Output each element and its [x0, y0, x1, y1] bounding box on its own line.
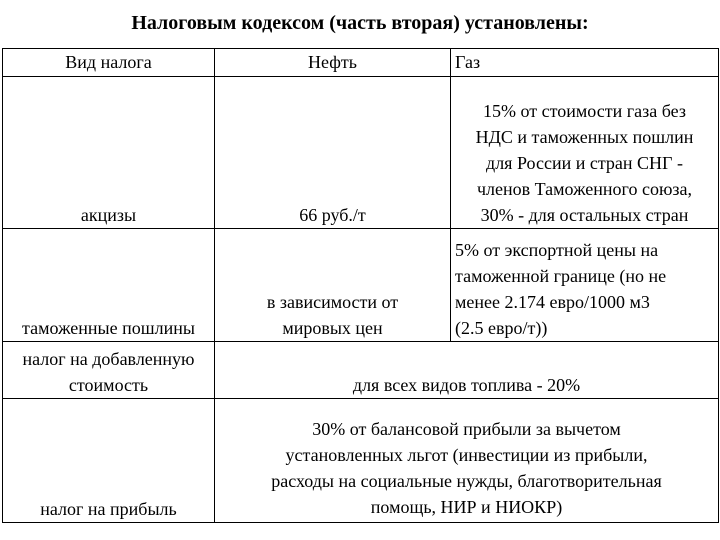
excise-gas-line: 15% от стоимости газа без — [483, 101, 686, 121]
profit-value-line: 30% от балансовой прибыли за вычетом — [312, 419, 621, 439]
profit-value — [215, 399, 719, 523]
customs-oil-value — [215, 229, 451, 342]
profit-value-line: установленных льгот (инвестиции из прибыли, — [285, 445, 648, 465]
excise-gas-line: НДС и таможенных пошлин — [475, 127, 694, 147]
excise-gas-value — [451, 77, 719, 229]
header-oil: Нефть — [215, 49, 451, 77]
customs-oil-line: в зависимости от — [266, 292, 399, 312]
customs-oil-line: мировых цен — [282, 318, 383, 338]
header-gas: Газ — [451, 49, 719, 77]
excise-gas-line: для России и стран СНГ - — [486, 153, 683, 173]
table-row-profit — [3, 399, 719, 523]
customs-label: таможенные пошлины — [3, 229, 215, 342]
vat-label-line: налог на добавленную — [22, 349, 195, 369]
excise-gas-line: членов Таможенного союза, — [476, 179, 693, 199]
vat-value: для всех видов топлива - 20% — [215, 342, 719, 399]
table-header-row — [3, 49, 719, 77]
table-row-excise — [3, 77, 719, 229]
customs-gas-value — [451, 229, 719, 342]
excise-gas-line: 30% - для остальных стран — [480, 205, 689, 225]
customs-gas-line: (2.5 евро/т)) — [455, 318, 548, 338]
vat-label — [3, 342, 215, 399]
customs-gas-line: таможенной границе (но не — [455, 266, 667, 286]
excise-label: акцизы — [3, 77, 215, 229]
tax-table — [2, 48, 719, 523]
table-row-vat — [3, 342, 719, 399]
profit-value-line: расходы на социальные нужды, благотворительная — [271, 471, 662, 491]
profit-label: налог на прибыль — [3, 399, 215, 523]
vat-label-line: стоимость — [68, 375, 149, 395]
customs-gas-line: менее 2.174 евро/1000 м3 — [455, 292, 650, 312]
profit-value-line: помощь, НИР и НИОКР) — [370, 497, 563, 517]
table-row-customs — [3, 229, 719, 342]
customs-gas-line: 5% от экспортной цены на — [455, 240, 659, 260]
header-tax-type: Вид налога — [3, 49, 215, 77]
excise-oil-value: 66 руб./т — [215, 77, 451, 229]
page-title: Налоговым кодексом (часть вторая) установлены: — [131, 12, 589, 34]
